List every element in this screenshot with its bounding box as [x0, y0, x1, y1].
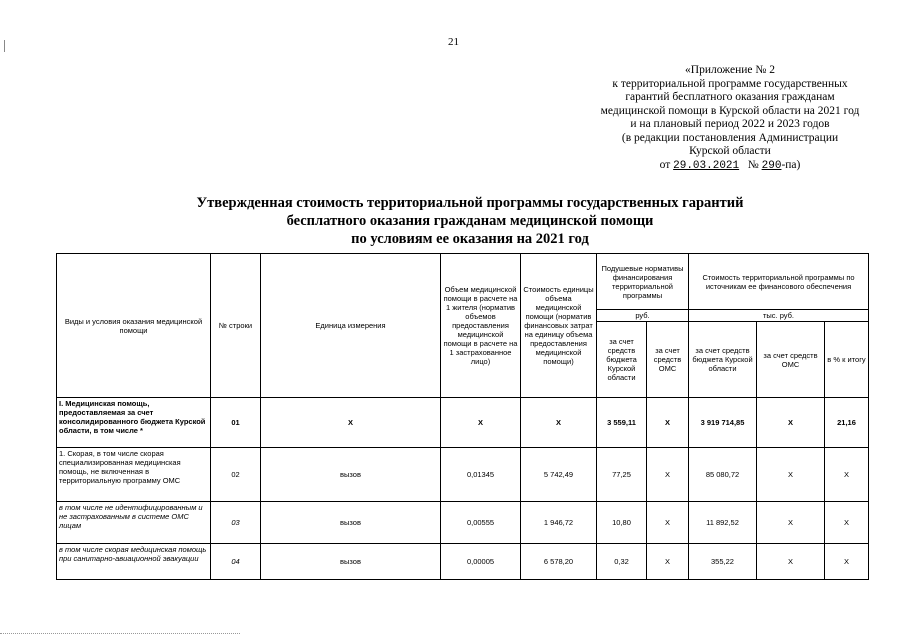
table-row: в том числе скорая медицинская помощь при санитарно-авиационной эвакуации 04 вызов 0,00005 6 578,20 0,32 Х 355,22 Х Х: [57, 544, 869, 580]
header-tp-oms: за счет средств ОМС: [757, 322, 825, 398]
appendix-line: Курской области: [689, 145, 771, 157]
header-percent: в % к итогу: [825, 322, 869, 398]
appendix-line: медицинской помощи в Курской области на 2021 год: [600, 104, 860, 117]
header-thous-rub: тыс. руб.: [689, 310, 869, 322]
header-tp-budget: за счет средств бюджета Курской области: [689, 322, 757, 398]
appendix-line: «Приложение № 2: [685, 64, 775, 76]
appendix-line: гарантий бесплатного оказания гражданам: [625, 91, 835, 103]
header-row-no: № строки: [211, 254, 261, 398]
appendix-line: и на плановый период 2022 и 2023 годов: [630, 118, 830, 130]
header-unit: Единица измерения: [261, 254, 441, 398]
appendix-block: [560, 64, 900, 173]
appendix-date-line: от 29.03.2021 № 290-па): [659, 158, 801, 172]
appendix-line: к территориальной программе государственных: [612, 77, 848, 90]
header-pc-budget: за счет средств бюджета Курской области: [597, 322, 647, 398]
table-row: в том числе не идентифицированным и не застрахованным в системе ОМС лицам 03 вызов 0,00555 1 946,72 10,80 Х 11 892,52 Х Х: [57, 502, 869, 544]
scan-margin-mark: [4, 40, 5, 52]
header-cost-unit: Стоимость единицы объема медицинской помощи (норматив финансовых затрат на единицу объема предоставления медицинской помощи): [521, 254, 597, 398]
table-row: 1. Скорая, в том числе скорая специализированная медицинская помощь, не включенная в территориальную программу ОМС 02 вызов 0,01345 5 742,49 77,25 Х 85 080,72 Х Х: [57, 448, 869, 502]
appendix-line: (в редакции постановления Администрации: [621, 131, 839, 144]
cost-table: [56, 253, 869, 580]
table-row: I. Медицинская помощь, предоставляемая за счет консолидированного бюджета Курской области, в том числе * 01 Х Х Х 3 559,11 Х 3 919 714,85 Х 21,16: [57, 398, 869, 448]
header-cost-program: Стоимость территориальной программы по источникам ее финансового обеспечения: [689, 254, 869, 310]
scan-noise-line: [0, 633, 240, 636]
header-rub: руб.: [597, 310, 689, 322]
page-number: 21: [448, 36, 459, 48]
header-pc-oms: за счет средств ОМС: [647, 322, 689, 398]
document-title: Утвержденная стоимость территориальной программы государственных гарантий бесплатного оказания гражданам медицинской помощи по условиям ее оказания на 2021 год: [196, 195, 744, 247]
resolution-date: 29.03.2021: [673, 159, 740, 172]
header-volume: Объем медицинской помощи в расчете на 1 жителя (норматив объемов предоставления медицинской помощи в расчете на 1 застрахованное лицо): [441, 254, 521, 398]
header-per-capita: Подушевые нормативы финансирования территориальной программы: [597, 254, 689, 310]
header-kinds: Виды и условия оказания медицинской помощи: [57, 254, 211, 398]
resolution-number: 290: [761, 159, 782, 172]
